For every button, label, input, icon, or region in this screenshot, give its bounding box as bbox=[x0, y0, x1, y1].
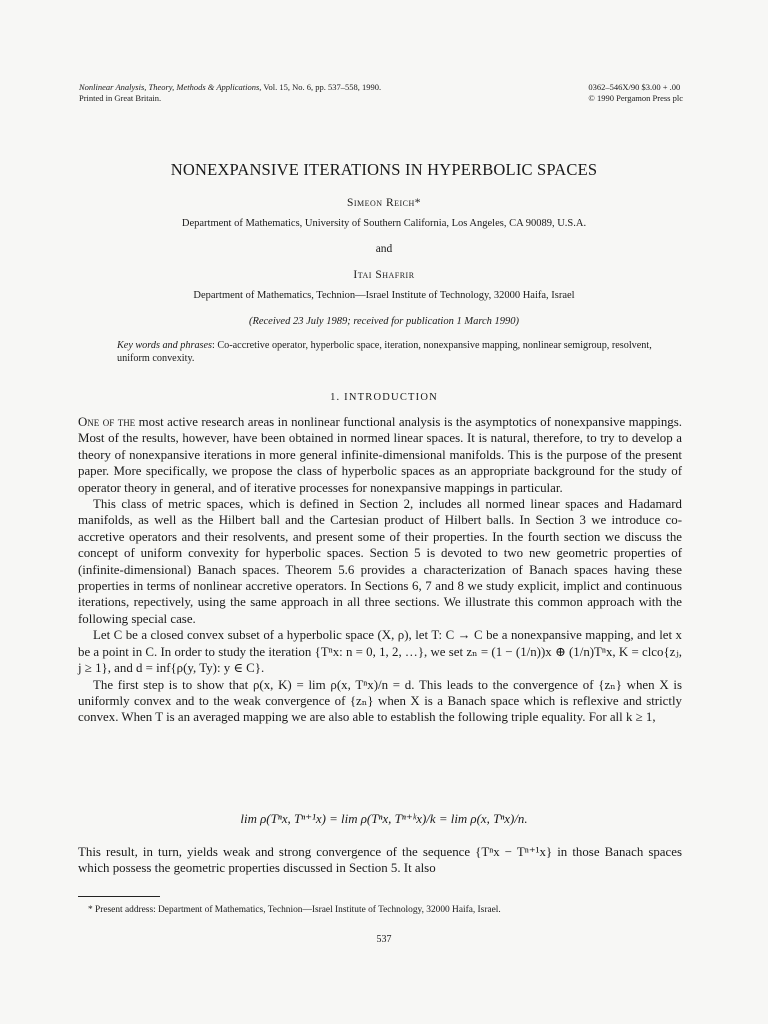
section-heading: 1. INTRODUCTION bbox=[330, 392, 438, 403]
introduction-body bbox=[78, 414, 682, 726]
article-code: 0362–546X/90 $3.00 + .00 bbox=[588, 82, 681, 92]
paragraph-1-text: most active research areas in nonlinear functional analysis is the asymptotics of nonexpansive mappings. Most of the results, however, have been obtained in normed linear spaces. It is natural, therefore, to try to develop a theory of nonexpansive iterations in more general infinite-dimensional manifolds. This is the purpose of the present paper. More specifically, we propose the class of hyperbolic spaces as an appropriate background for the study of operator theory in general, and of iterative processes for nonexpansive mappings in particular. bbox=[78, 415, 682, 495]
page-number: 537 bbox=[376, 934, 392, 945]
footnote: * Present address: Department of Mathematics, Technion—Israel Institute of Technology, 32000 Haifa, Israel. bbox=[88, 905, 501, 915]
printed-in: Printed in Great Britain. bbox=[79, 93, 162, 103]
paper-title: NONEXPANSIVE ITERATIONS IN HYPERBOLIC SPACES bbox=[170, 160, 598, 179]
paragraph-3: Let C be a closed convex subset of a hyperbolic space (X, ρ), let T: C → C be a nonexpansive mapping, and let x be a point in C. In order to study the iteration {Tⁿx: n = 0, 1, 2, …}, we set zₙ = (1 − (1/n))x ⊕ (1/n)Tⁿx, K = clco{zⱼ, j ≥ 1}, and d = inf{ρ(y, Ty): y ∈ C}. bbox=[78, 628, 682, 676]
journal-citation bbox=[79, 82, 381, 104]
triple-equality: lim ρ(Tⁿx, Tⁿ⁺¹x) = lim ρ(Tⁿx, Tⁿ⁺ᵏx)/k = lim ρ(x, Tⁿx)/n. bbox=[240, 812, 528, 826]
keywords bbox=[117, 340, 657, 365]
author-name-1: Simeon Reich* bbox=[346, 197, 422, 209]
author-name-2: Itai Shafrir bbox=[353, 269, 415, 281]
copyright: © 1990 Pergamon Press plc bbox=[588, 93, 683, 103]
author-affiliation-1: Department of Mathematics, University of Southern California, Los Angeles, CA 90089, U.S.A. bbox=[181, 218, 587, 229]
received-dates: (Received 23 July 1989; received for publication 1 March 1990) bbox=[248, 316, 520, 327]
author-affiliation-2: Department of Mathematics, Technion—Israel Institute of Technology, 32000 Haifa, Israel bbox=[193, 290, 575, 301]
paragraph-1-lead: One of the bbox=[78, 415, 136, 429]
keywords-label: Key words and phrases bbox=[117, 340, 212, 351]
author-separator: and bbox=[375, 243, 393, 255]
footnote-rule bbox=[78, 896, 160, 897]
keywords-text: : Co-accretive operator, hyperbolic space, iteration, nonexpansive mapping, nonlinear semigroup, resolvent, uniform convexity. bbox=[117, 340, 652, 364]
publisher-info bbox=[588, 82, 683, 104]
paragraph-2: This class of metric spaces, which is defined in Section 2, includes all normed linear spaces and Hadamard manifolds, as well as the Hilbert ball and the Cartesian product of Hilbert balls. In Section 3 we introduce co-accretive operators and their resolvents, and present some of their properties. In the fourth section we discuss the concept of uniform convexity for hyperbolic spaces. Section 5 is devoted to two new geometric properties of (infinite-dimensional) Banach spaces. Theorem 5.6 provides a characterization of Banach spaces having these properties in terms of nonlinear accretive operators. In Sections 6, 7 and 8 we study explicit, implict and continuous iterations, repectively, using the same approach in all three sections. We illustrate this common approach with the following special case. bbox=[78, 497, 682, 626]
journal-volume: Vol. 15, No. 6, pp. 537–558, 1990. bbox=[261, 82, 382, 92]
paragraph-5: This result, in turn, yields weak and strong convergence of the sequence {Tⁿx − Tⁿ⁺¹x} in those Banach spaces which possess the geometric properties discussed in Section 5. It also bbox=[78, 845, 682, 876]
paragraph-4: The first step is to show that ρ(x, K) = lim ρ(x, Tⁿx)/n = d. This leads to the convergence of {zₙ} when X is uniformly convex and to the weak convergence of {zₙ} when X is a Banach space which is reflexive and strictly convex. When T is an averaged mapping we are also able to establish the following triple equality. For all k ≥ 1, bbox=[78, 677, 682, 725]
journal-name: Nonlinear Analysis, Theory, Methods & Applications, bbox=[79, 82, 262, 92]
paragraph-1 bbox=[78, 414, 682, 496]
